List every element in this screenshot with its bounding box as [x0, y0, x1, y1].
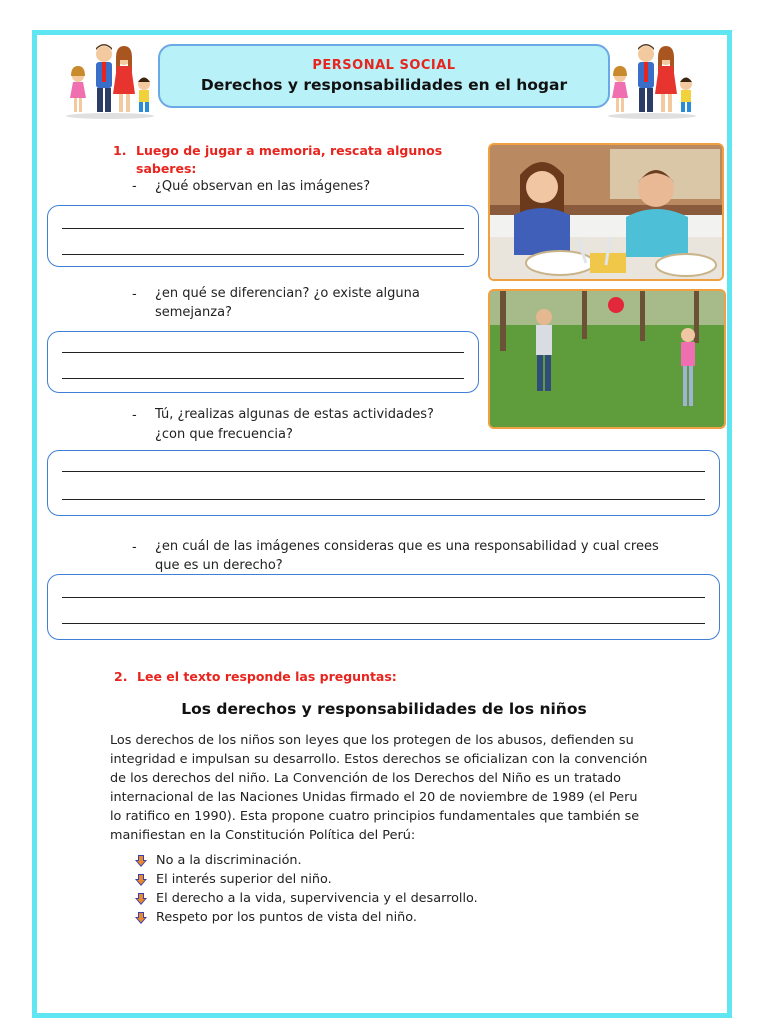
section-1-number: 1.: [113, 143, 127, 158]
answer-line: [62, 623, 705, 624]
paragraph-line: integridad e impulsan su desarrollo. Estos derechos se oficializan con la convención: [110, 752, 648, 767]
reading-title: Los derechos y responsabilidades de los niños: [181, 700, 587, 718]
question-3-text-line2: ¿con que frecuencia?: [155, 427, 293, 442]
answer-box-2[interactable]: [47, 331, 479, 393]
question-3-dash: -: [132, 408, 137, 423]
answer-line: [62, 471, 705, 472]
paragraph-line: internacional de las Naciones Unidas firmado el 20 de noviembre de 1989 (el Peru: [110, 790, 638, 805]
down-arrow-icon: [134, 873, 148, 887]
subject-label: PERSONAL SOCIAL: [312, 58, 456, 73]
paragraph-line: de los derechos del niño. La Convención de los Derechos del Niño es un tratado: [110, 771, 622, 786]
principle-text: El interés superior del niño.: [156, 872, 332, 887]
principles-list: [134, 851, 478, 927]
list-item: [134, 908, 478, 927]
section-1-heading-line2: saberes:: [136, 161, 197, 176]
answer-line: [62, 378, 464, 379]
down-arrow-icon: [134, 911, 148, 925]
list-item: [134, 851, 478, 870]
family-illustration-left: [62, 40, 158, 120]
answer-box-3[interactable]: [47, 450, 720, 516]
answer-box-4[interactable]: [47, 574, 720, 640]
answer-line: [62, 254, 464, 255]
answer-line: [62, 597, 705, 598]
question-3-text-line1: Tú, ¿realizas algunas de estas actividades?: [155, 407, 434, 422]
header-banner: [158, 44, 610, 108]
paragraph-line: lo ratifico en 1990). Esta propone cuatro principios fundamentales que también se: [110, 809, 640, 824]
photo-children-playing-ball: [488, 289, 726, 429]
photo-children-setting-table: [488, 143, 724, 281]
question-2-dash: -: [132, 287, 137, 302]
list-item: [134, 870, 478, 889]
family-illustration-right: [604, 40, 700, 120]
principle-text: No a la discriminación.: [156, 853, 302, 868]
question-1-dash: -: [132, 179, 137, 194]
principle-text: Respeto por los puntos de vista del niño.: [156, 910, 417, 925]
principle-text: El derecho a la vida, supervivencia y el desarrollo.: [156, 891, 478, 906]
section-2-heading: Lee el texto responde las preguntas:: [137, 669, 397, 684]
section-2-number: 2.: [114, 669, 128, 684]
question-4-text-line2: que es un derecho?: [155, 558, 283, 573]
question-2-text-line2: semejanza?: [155, 305, 232, 320]
down-arrow-icon: [134, 892, 148, 906]
question-4-text-line1: ¿en cuál de las imágenes consideras que es una responsabilidad y cual crees: [155, 539, 659, 554]
answer-box-1[interactable]: [47, 205, 479, 267]
section-1-heading-line1: Luego de jugar a memoria, rescata algunos: [136, 143, 443, 158]
list-item: [134, 889, 478, 908]
down-arrow-icon: [134, 854, 148, 868]
answer-line: [62, 352, 464, 353]
question-4-dash: -: [132, 540, 137, 555]
paragraph-line: Los derechos de los niños son leyes que los protegen de los abusos, defienden su: [110, 733, 634, 748]
answer-line: [62, 228, 464, 229]
worksheet-title: Derechos y responsabilidades en el hogar: [200, 76, 568, 94]
answer-line: [62, 499, 705, 500]
question-2-text-line1: ¿en qué se diferencian? ¿o existe alguna: [155, 286, 420, 301]
paragraph-line: manifiestan en la Constitución Política del Perú:: [110, 828, 416, 843]
question-1-text: ¿Qué observan en las imágenes?: [155, 179, 371, 194]
reading-paragraph: [110, 731, 670, 845]
